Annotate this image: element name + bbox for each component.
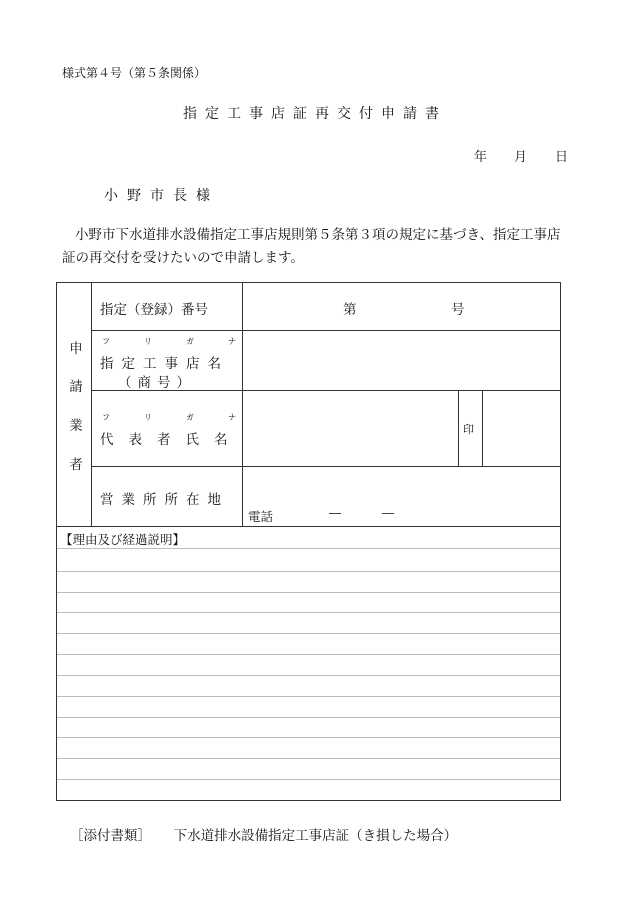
- furigana-char: ナ: [228, 413, 236, 422]
- applicant-label-char: 者: [69, 457, 83, 473]
- reason-header: 【理由及び経過説明】: [60, 532, 186, 547]
- seal-mark: 印: [463, 423, 474, 436]
- table-border-top: [56, 282, 561, 283]
- furigana-char: ガ: [186, 337, 194, 346]
- ruled-line: [57, 758, 560, 759]
- page-title: 指定工事店証再交付申請書: [183, 106, 447, 122]
- form-number: 様式第４号（第５条関係）: [62, 66, 207, 80]
- shop-name-label: 指定工事店名: [100, 356, 229, 372]
- row-divider-1: [91, 330, 561, 331]
- furigana-char: ナ: [228, 337, 236, 346]
- representative-label: 代表者氏名: [100, 432, 243, 448]
- addressee: 小野市長様: [104, 188, 219, 204]
- representative-furigana: [102, 412, 236, 423]
- table-border-left: [56, 282, 57, 801]
- ruled-line: [57, 675, 560, 676]
- furigana-char: リ: [144, 337, 152, 346]
- furigana-char: リ: [144, 413, 152, 422]
- furigana-char: フ: [102, 337, 110, 346]
- seal-divider-right: [482, 390, 483, 467]
- furigana-char: ガ: [186, 413, 194, 422]
- address-field[interactable]: [246, 472, 556, 502]
- applicant-label-char: 請: [69, 379, 83, 395]
- phone-separator: ―: [329, 506, 341, 520]
- representative-field[interactable]: [246, 396, 454, 462]
- phone-label: 電話: [248, 509, 274, 524]
- address-label: 営業所所在地: [100, 492, 229, 508]
- shop-name-sublabel: （商号）: [118, 375, 196, 391]
- ruled-line: [57, 548, 560, 549]
- registration-number-label: 指定（登録）番号: [100, 302, 208, 318]
- intro-paragraph: 小野市下水道排水設備指定工事店規則第５条第３項の規定に基づき、指定工事店証の再交付を受けたいので申請します。: [62, 227, 561, 266]
- ruled-line: [57, 696, 560, 697]
- date-year-label: 年: [474, 150, 488, 165]
- ruled-line: [57, 633, 560, 634]
- table-border-right: [560, 282, 561, 801]
- column-divider-1: [91, 282, 92, 527]
- ruled-line: [57, 571, 560, 572]
- phone-separator: ―: [382, 506, 394, 520]
- shop-name-field[interactable]: [246, 336, 556, 386]
- ruled-line: [57, 612, 560, 613]
- row-divider-3: [91, 466, 561, 467]
- attachment-label: ［添付書類］: [70, 828, 151, 844]
- row-divider-4: [56, 526, 561, 527]
- column-divider-2: [242, 282, 243, 527]
- applicant-label-char: 申: [69, 341, 83, 357]
- date-month-label: 月: [514, 150, 528, 165]
- date-day-label: 日: [555, 150, 569, 165]
- ruled-line: [57, 737, 560, 738]
- attachment-note: [70, 824, 457, 844]
- table-border-bottom: [56, 800, 561, 801]
- applicant-label-char: 業: [69, 418, 83, 434]
- ruled-line: [57, 717, 560, 718]
- shop-name-furigana: [102, 336, 236, 347]
- ruled-line: [57, 779, 560, 780]
- seal-divider-left: [458, 390, 459, 467]
- registration-number-prefix: 第: [343, 302, 357, 318]
- ruled-line: [57, 592, 560, 593]
- registration-number-suffix: 号: [451, 302, 465, 318]
- ruled-line: [57, 654, 560, 655]
- attachment-text: 下水道排水設備指定工事店証（き損した場合）: [173, 828, 458, 844]
- furigana-char: フ: [102, 413, 110, 422]
